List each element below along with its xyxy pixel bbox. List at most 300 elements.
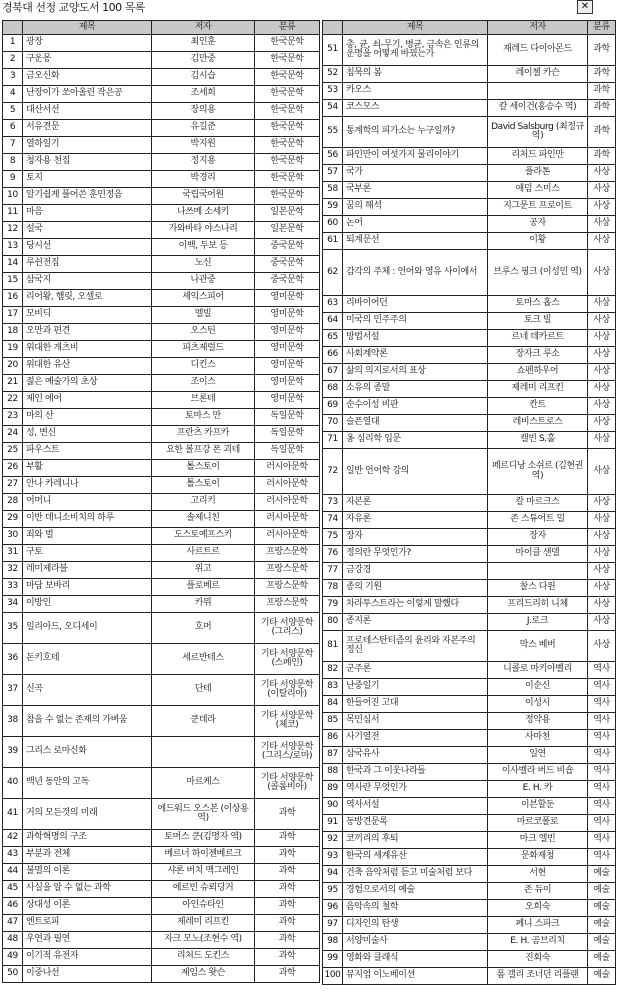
row-number: 47 — [3, 915, 23, 932]
book-title: 퇴계문선 — [343, 233, 488, 250]
book-title: 금오신화 — [23, 69, 152, 86]
table-row — [3, 737, 320, 768]
table-row — [3, 120, 320, 137]
row-number: 92 — [323, 832, 343, 849]
book-author: 이순신 — [488, 679, 588, 696]
table-row — [323, 66, 616, 83]
book-author: 리처드 파인만 — [488, 148, 588, 165]
book-title: 이기적 유전자 — [23, 949, 152, 966]
table-row — [323, 951, 616, 968]
book-author: 브루스 핑크 (이성민 역) — [488, 250, 588, 296]
book-author: 멜빌 — [152, 307, 255, 324]
row-number: 100 — [323, 968, 343, 985]
table-row — [3, 864, 320, 881]
book-title: 차라투스트라는 이렇게 말했다 — [343, 597, 488, 614]
book-title: 모비딕 — [23, 307, 152, 324]
book-title: 백년 동안의 고독 — [23, 768, 152, 799]
book-category: 과학 — [255, 949, 320, 966]
table-row — [3, 69, 320, 86]
book-author: 유길준 — [152, 120, 255, 137]
row-number: 84 — [323, 696, 343, 713]
table-row — [3, 477, 320, 494]
row-number: 89 — [323, 781, 343, 798]
book-category: 사상 — [588, 199, 616, 216]
table-row — [323, 35, 616, 66]
book-author: 에르빈 슈뢰딩거 — [152, 881, 255, 898]
book-title: 토지 — [23, 171, 152, 188]
row-number: 2 — [3, 52, 23, 69]
header-title: 제목 — [343, 21, 488, 35]
book-title: 코스모스 — [343, 100, 488, 117]
book-category: 영미문학 — [255, 375, 320, 392]
book-category: 예술 — [588, 934, 616, 951]
row-number: 71 — [323, 432, 343, 449]
row-number: 27 — [3, 477, 23, 494]
book-title: 코끼리의 후퇴 — [343, 832, 488, 849]
book-category: 역사 — [588, 832, 616, 849]
table-row — [323, 696, 616, 713]
table-row — [323, 631, 616, 662]
table-row — [3, 358, 320, 375]
book-title: 자본론 — [343, 495, 488, 512]
book-author: 이백, 두보 등 — [152, 239, 255, 256]
table-row — [3, 881, 320, 898]
book-author: 서현 — [488, 866, 588, 883]
row-number: 42 — [3, 830, 23, 847]
book-category: 사상 — [588, 250, 616, 296]
book-author: 토크 빌 — [488, 313, 588, 330]
book-author: 페니 스파크 — [488, 917, 588, 934]
table-row — [3, 307, 320, 324]
row-number: 99 — [323, 951, 343, 968]
book-category: 사상 — [588, 631, 616, 662]
table-row — [3, 545, 320, 562]
row-number: 19 — [3, 341, 23, 358]
row-number: 58 — [323, 182, 343, 199]
table-row — [3, 675, 320, 706]
book-title: 한국의 세계유산 — [343, 849, 488, 866]
table-row — [3, 768, 320, 799]
book-category: 예술 — [588, 900, 616, 917]
table-row — [3, 898, 320, 915]
table-row — [3, 460, 320, 477]
book-title: 한들어진 고대 — [343, 696, 488, 713]
book-category: 예술 — [588, 883, 616, 900]
row-number: 32 — [3, 562, 23, 579]
row-number: 60 — [323, 216, 343, 233]
book-title: 종의 기원 — [343, 580, 488, 597]
row-number: 12 — [3, 222, 23, 239]
book-category: 역사 — [588, 679, 616, 696]
book-title: 파인만이 여섯가지 물리이야기 — [343, 148, 488, 165]
book-category: 역사 — [588, 747, 616, 764]
row-number: 33 — [3, 579, 23, 596]
book-title: 디자인의 탄생 — [343, 917, 488, 934]
book-author: 카뮈 — [152, 596, 255, 613]
row-number: 87 — [323, 747, 343, 764]
book-title: 논어 — [343, 216, 488, 233]
book-author: 찰스 다윈 — [488, 580, 588, 597]
table-row — [323, 597, 616, 614]
row-number: 9 — [3, 171, 23, 188]
book-title: 감각의 주체 : 언어와 영유 사이에서 — [343, 250, 488, 296]
book-title: 금강경 — [343, 563, 488, 580]
book-author: 박지원 — [152, 137, 255, 154]
book-category: 프랑스문학 — [255, 596, 320, 613]
table-row — [323, 866, 616, 883]
book-author: 토마스 만 — [152, 409, 255, 426]
table-row — [3, 443, 320, 460]
table-row — [323, 148, 616, 165]
book-title: 이방인 — [23, 596, 152, 613]
row-number: 45 — [3, 881, 23, 898]
book-author: 마크 엘빈 — [488, 832, 588, 849]
book-author: 르네 데카르트 — [488, 330, 588, 347]
book-author: E. H. 곰브리치 — [488, 934, 588, 951]
book-author: 막스 베버 — [488, 631, 588, 662]
book-author: 문화재청 — [488, 849, 588, 866]
table-row — [323, 432, 616, 449]
book-author: 조세희 — [152, 86, 255, 103]
book-table-left — [2, 20, 320, 983]
book-author: 프란츠 카프카 — [152, 426, 255, 443]
row-number: 48 — [3, 932, 23, 949]
book-title: 과학혁명의 구조 — [23, 830, 152, 847]
book-author: 조이스 — [152, 375, 255, 392]
book-title: 대산서선 — [23, 103, 152, 120]
row-number: 31 — [3, 545, 23, 562]
row-number: 66 — [323, 347, 343, 364]
row-number: 65 — [323, 330, 343, 347]
book-author: 사르트르 — [152, 545, 255, 562]
table-row — [3, 706, 320, 737]
book-table-right — [322, 20, 616, 985]
table-row — [3, 52, 320, 69]
book-category: 사상 — [588, 398, 616, 415]
book-title: 마음 — [23, 205, 152, 222]
book-category: 사상 — [588, 165, 616, 182]
table-row — [323, 764, 616, 781]
book-title: 일리아드, 오디세이 — [23, 613, 152, 644]
table-row — [323, 347, 616, 364]
book-category: 사상 — [588, 563, 616, 580]
table-row — [323, 233, 616, 250]
book-author: 페르디낭 소쉬르 (김현권 역) — [488, 449, 588, 495]
book-category: 사상 — [588, 296, 616, 313]
book-category: 과학 — [588, 35, 616, 66]
book-title: 참을 수 없는 존재의 가벼움 — [23, 706, 152, 737]
table-row — [323, 199, 616, 216]
row-number: 73 — [323, 495, 343, 512]
row-number: 56 — [323, 148, 343, 165]
row-number: 57 — [323, 165, 343, 182]
book-title: 이반 데니소비치의 하루 — [23, 511, 152, 528]
book-title: 난중일기 — [343, 679, 488, 696]
table-row — [323, 495, 616, 512]
book-author: 자크 모노(조현수 역) — [152, 932, 255, 949]
book-category: 사상 — [588, 597, 616, 614]
book-category: 독일문학 — [255, 426, 320, 443]
book-category: 사상 — [588, 330, 616, 347]
row-number: 67 — [323, 364, 343, 381]
book-category: 역사 — [588, 696, 616, 713]
row-number: 78 — [323, 580, 343, 597]
table-row — [3, 949, 320, 966]
row-number: 88 — [323, 764, 343, 781]
row-number: 49 — [3, 949, 23, 966]
table-row — [323, 216, 616, 233]
table-row — [323, 781, 616, 798]
book-author: 톨스토이 — [152, 460, 255, 477]
row-number: 52 — [323, 66, 343, 83]
table-row — [323, 580, 616, 597]
book-category: 기타 서양문학 (콜롬비아) — [255, 768, 320, 799]
row-number: 18 — [3, 324, 23, 341]
table-row — [323, 330, 616, 347]
book-author: 노신 — [152, 256, 255, 273]
book-category: 사상 — [588, 580, 616, 597]
book-title: 삶의 의지로서의 표상 — [343, 364, 488, 381]
row-number: 63 — [323, 296, 343, 313]
table-row — [3, 562, 320, 579]
book-author: 솔제니친 — [152, 511, 255, 528]
book-title: 건축 음악처럼 듣고 미술처럼 보다 — [343, 866, 488, 883]
table-row — [3, 830, 320, 847]
book-author — [488, 563, 588, 580]
table-row — [3, 35, 320, 52]
header-category: 분류 — [255, 21, 320, 35]
book-category: 과학 — [588, 117, 616, 148]
table-row — [323, 849, 616, 866]
table-row — [323, 449, 616, 495]
book-category: 과학 — [255, 898, 320, 915]
row-number: 44 — [3, 864, 23, 881]
book-author: 단테 — [152, 675, 255, 706]
book-title: 한국과 그 이웃나라들 — [343, 764, 488, 781]
book-category: 중국문학 — [255, 256, 320, 273]
book-title: 레미제라블 — [23, 562, 152, 579]
book-category: 과학 — [588, 148, 616, 165]
table-row — [3, 103, 320, 120]
book-category: 한국문학 — [255, 154, 320, 171]
book-author: 레이첼 카슨 — [488, 66, 588, 83]
book-title: 청자용 천집 — [23, 154, 152, 171]
book-author: 리처드 도킨스 — [152, 949, 255, 966]
book-title: 일반 언어학 강의 — [343, 449, 488, 495]
book-title: 서유견문 — [23, 120, 152, 137]
book-category: 한국문학 — [255, 52, 320, 69]
row-number: 80 — [323, 614, 343, 631]
table-row — [3, 205, 320, 222]
row-number: 28 — [3, 494, 23, 511]
book-title: 성, 변신 — [23, 426, 152, 443]
row-number: 14 — [3, 256, 23, 273]
row-number: 1 — [3, 35, 23, 52]
book-author: 이븐할둔 — [488, 798, 588, 815]
row-number: 5 — [3, 103, 23, 120]
book-author: 프리드리히 니체 — [488, 597, 588, 614]
book-category: 기타 서양문학 (그리스/로마) — [255, 737, 320, 768]
table-row — [3, 222, 320, 239]
row-number: 26 — [3, 460, 23, 477]
book-category: 예술 — [588, 866, 616, 883]
row-number: 97 — [323, 917, 343, 934]
table-row — [323, 713, 616, 730]
book-author: 제임스 왓슨 — [152, 966, 255, 983]
table-row — [323, 968, 616, 985]
book-category: 영미문학 — [255, 341, 320, 358]
book-author: 사마천 — [488, 730, 588, 747]
book-title: 순수이성 비판 — [343, 398, 488, 415]
row-number: 77 — [323, 563, 343, 580]
book-category: 독일문학 — [255, 409, 320, 426]
book-title: 삼국지 — [23, 273, 152, 290]
book-title: 제인 에어 — [23, 392, 152, 409]
row-number: 38 — [3, 706, 23, 737]
book-author: 아인슈타인 — [152, 898, 255, 915]
book-author: 플라톤 — [488, 165, 588, 182]
book-author: 재레드 다이아몬드 — [488, 35, 588, 66]
table-row — [3, 375, 320, 392]
book-title: 장자 — [343, 529, 488, 546]
table-row — [323, 900, 616, 917]
book-title: 난장이가 쏘아올린 작은공 — [23, 86, 152, 103]
row-number: 10 — [3, 188, 23, 205]
book-author: 마르코폴로 — [488, 815, 588, 832]
book-author: 도스토예프스키 — [152, 528, 255, 545]
book-title: 구운몽 — [23, 52, 152, 69]
book-author: 토머스 쿤(김명자 역) — [152, 830, 255, 847]
table-row — [3, 644, 320, 675]
book-title: 정의란 무엇인가? — [343, 546, 488, 563]
book-title: 알기쉽게 풀어쓴 훈민정음 — [23, 188, 152, 205]
book-category: 과학 — [588, 83, 616, 100]
row-number: 16 — [3, 290, 23, 307]
book-author: 존 스튜어트 밀 — [488, 512, 588, 529]
table-row — [323, 614, 616, 631]
book-category: 사상 — [588, 529, 616, 546]
book-author: 샤론 버치 맥그레인 — [152, 864, 255, 881]
table-row — [323, 662, 616, 679]
row-number: 91 — [323, 815, 343, 832]
row-number: 7 — [3, 137, 23, 154]
book-title: 거의 모든것의 미래 — [23, 799, 152, 830]
book-category: 사상 — [588, 415, 616, 432]
book-category: 일본문학 — [255, 222, 320, 239]
header-author: 저자 — [152, 21, 255, 35]
book-author: 이사벨라 버드 비숍 — [488, 764, 588, 781]
book-title: 안나 카레니나 — [23, 477, 152, 494]
book-category: 일본문학 — [255, 205, 320, 222]
table-row — [323, 815, 616, 832]
book-category: 러시아문학 — [255, 528, 320, 545]
row-number: 4 — [3, 86, 23, 103]
book-category: 과학 — [255, 847, 320, 864]
book-category: 사상 — [588, 449, 616, 495]
book-author: 캘빈 S.홀 — [488, 432, 588, 449]
table-row — [323, 679, 616, 696]
row-number: 85 — [323, 713, 343, 730]
book-author: 호머 — [152, 613, 255, 644]
book-author: 장의용 — [152, 103, 255, 120]
row-number: 30 — [3, 528, 23, 545]
book-title: 구토 — [23, 545, 152, 562]
book-category: 프랑스문학 — [255, 562, 320, 579]
book-author: David Salsburg (최정규 역) — [488, 117, 588, 148]
table-row — [323, 117, 616, 148]
book-category: 과학 — [255, 830, 320, 847]
book-title: 사회계약론 — [343, 347, 488, 364]
book-category: 영미문학 — [255, 307, 320, 324]
book-title: 군주론 — [343, 662, 488, 679]
book-title: 미국의 민주주의 — [343, 313, 488, 330]
book-title: 종지론 — [343, 614, 488, 631]
book-author: 최인훈 — [152, 35, 255, 52]
row-number: 61 — [323, 233, 343, 250]
row-number: 50 — [3, 966, 23, 983]
book-category: 사상 — [588, 495, 616, 512]
book-category: 역사 — [588, 849, 616, 866]
table-row — [323, 83, 616, 100]
table-row — [323, 415, 616, 432]
table-row — [3, 86, 320, 103]
header-number — [3, 21, 23, 35]
book-author: 존 듀이 — [488, 883, 588, 900]
book-category: 사상 — [588, 182, 616, 199]
book-author: E. H. 카 — [488, 781, 588, 798]
table-row — [3, 392, 320, 409]
row-number: 21 — [3, 375, 23, 392]
book-category: 기타 서양문학 (체코) — [255, 706, 320, 737]
book-title: 상대성 이론 — [23, 898, 152, 915]
row-number: 54 — [323, 100, 343, 117]
row-number: 86 — [323, 730, 343, 747]
book-title: 침묵의 봄 — [343, 66, 488, 83]
close-icon[interactable]: ✕ — [577, 0, 593, 14]
row-number: 93 — [323, 849, 343, 866]
table-row — [3, 273, 320, 290]
row-number: 95 — [323, 883, 343, 900]
book-title: 사기열전 — [343, 730, 488, 747]
book-author — [152, 737, 255, 768]
book-title: 죄와 벌 — [23, 528, 152, 545]
book-title: 리바이어던 — [343, 296, 488, 313]
row-number: 35 — [3, 613, 23, 644]
book-category: 사상 — [588, 512, 616, 529]
book-author: 쇼펜하우어 — [488, 364, 588, 381]
row-number: 13 — [3, 239, 23, 256]
book-category: 한국문학 — [255, 188, 320, 205]
book-category: 영미문학 — [255, 290, 320, 307]
book-author: 세르반테스 — [152, 644, 255, 675]
book-title: 당시선 — [23, 239, 152, 256]
table-row — [323, 934, 616, 951]
row-number: 90 — [323, 798, 343, 815]
book-category: 한국문학 — [255, 86, 320, 103]
book-title: 광장 — [23, 35, 152, 52]
book-author: 제레미 리프킨 — [488, 381, 588, 398]
table-row — [3, 511, 320, 528]
book-title: 사실을 알 수 없는 과학 — [23, 881, 152, 898]
row-number: 68 — [323, 381, 343, 398]
book-category: 과학 — [255, 864, 320, 881]
book-title: 위대한 유산 — [23, 358, 152, 375]
book-author: 애덤 스미스 — [488, 182, 588, 199]
book-author: 가와바타 야스나리 — [152, 222, 255, 239]
book-category: 사상 — [588, 313, 616, 330]
table-row — [323, 296, 616, 313]
book-title: 역사란 무엇인가 — [343, 781, 488, 798]
